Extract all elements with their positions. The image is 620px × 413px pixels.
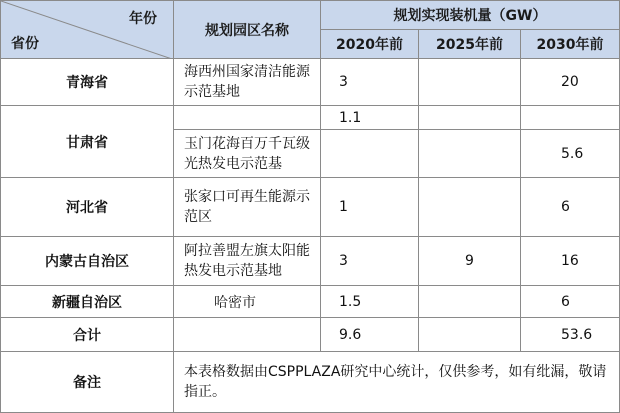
value-2025-cell: [418, 105, 521, 130]
value-2020-cell: 1: [320, 177, 419, 237]
value-2030-cell: 6: [520, 285, 620, 318]
province-axis-label: 省份: [11, 36, 39, 52]
value-2020-cell: [320, 129, 419, 178]
park-name-cell: 阿拉善盟左旗太阳能热发电示范基地: [173, 236, 321, 286]
note-text-cell: 本表格数据由CSPPLAZA研究中心统计，仅供参考，如有纰漏，敬请指正。: [173, 351, 620, 413]
total-park-cell: [173, 317, 321, 352]
year-2020-header: 2020年前: [320, 29, 419, 59]
value-2020-cell: 3: [320, 236, 419, 286]
total-2020-cell: 9.6: [320, 317, 419, 352]
value-2030-cell: 16: [520, 236, 620, 286]
value-2025-cell: [418, 285, 521, 318]
value-2030-cell: 6: [520, 177, 620, 237]
park-name-cell: 玉门花海百万千瓦级光热发电示范基: [173, 129, 321, 178]
province-cell: 内蒙古自治区: [0, 236, 174, 286]
park-name-cell: 哈密市: [173, 285, 321, 318]
value-2025-cell: 9: [418, 236, 521, 286]
value-2030-cell: 5.6: [520, 129, 620, 178]
value-2020-cell: 1.5: [320, 285, 419, 318]
park-name-header: 规划园区名称: [173, 0, 321, 59]
value-2030-cell: 20: [520, 58, 620, 106]
value-2025-cell: [418, 58, 521, 106]
value-2020-cell: 1.1: [320, 105, 419, 130]
value-2030-cell: [520, 105, 620, 130]
note-label-cell: 备注: [0, 351, 174, 413]
park-name-cell: [173, 105, 321, 130]
park-name-cell: 张家口可再生能源示范区: [173, 177, 321, 237]
value-2025-cell: [418, 129, 521, 178]
province-cell: 甘肃省: [0, 105, 174, 178]
total-2030-cell: 53.6: [520, 317, 620, 352]
province-cell: 新疆自治区: [0, 285, 174, 318]
value-2020-cell: 3: [320, 58, 419, 106]
corner-header-cell: [0, 0, 174, 59]
province-cell: 青海省: [0, 58, 174, 106]
park-name-cell: 海西州国家清洁能源示范基地: [173, 58, 321, 106]
year-2025-header: 2025年前: [418, 29, 521, 59]
year-2030-header: 2030年前: [520, 29, 620, 59]
year-axis-label: 年份: [129, 11, 157, 27]
value-2025-cell: [418, 177, 521, 237]
capacity-header: 规划实现装机量（GW）: [320, 0, 620, 30]
total-label-cell: 合计: [0, 317, 174, 352]
province-cell: 河北省: [0, 177, 174, 237]
total-2025-cell: [418, 317, 521, 352]
